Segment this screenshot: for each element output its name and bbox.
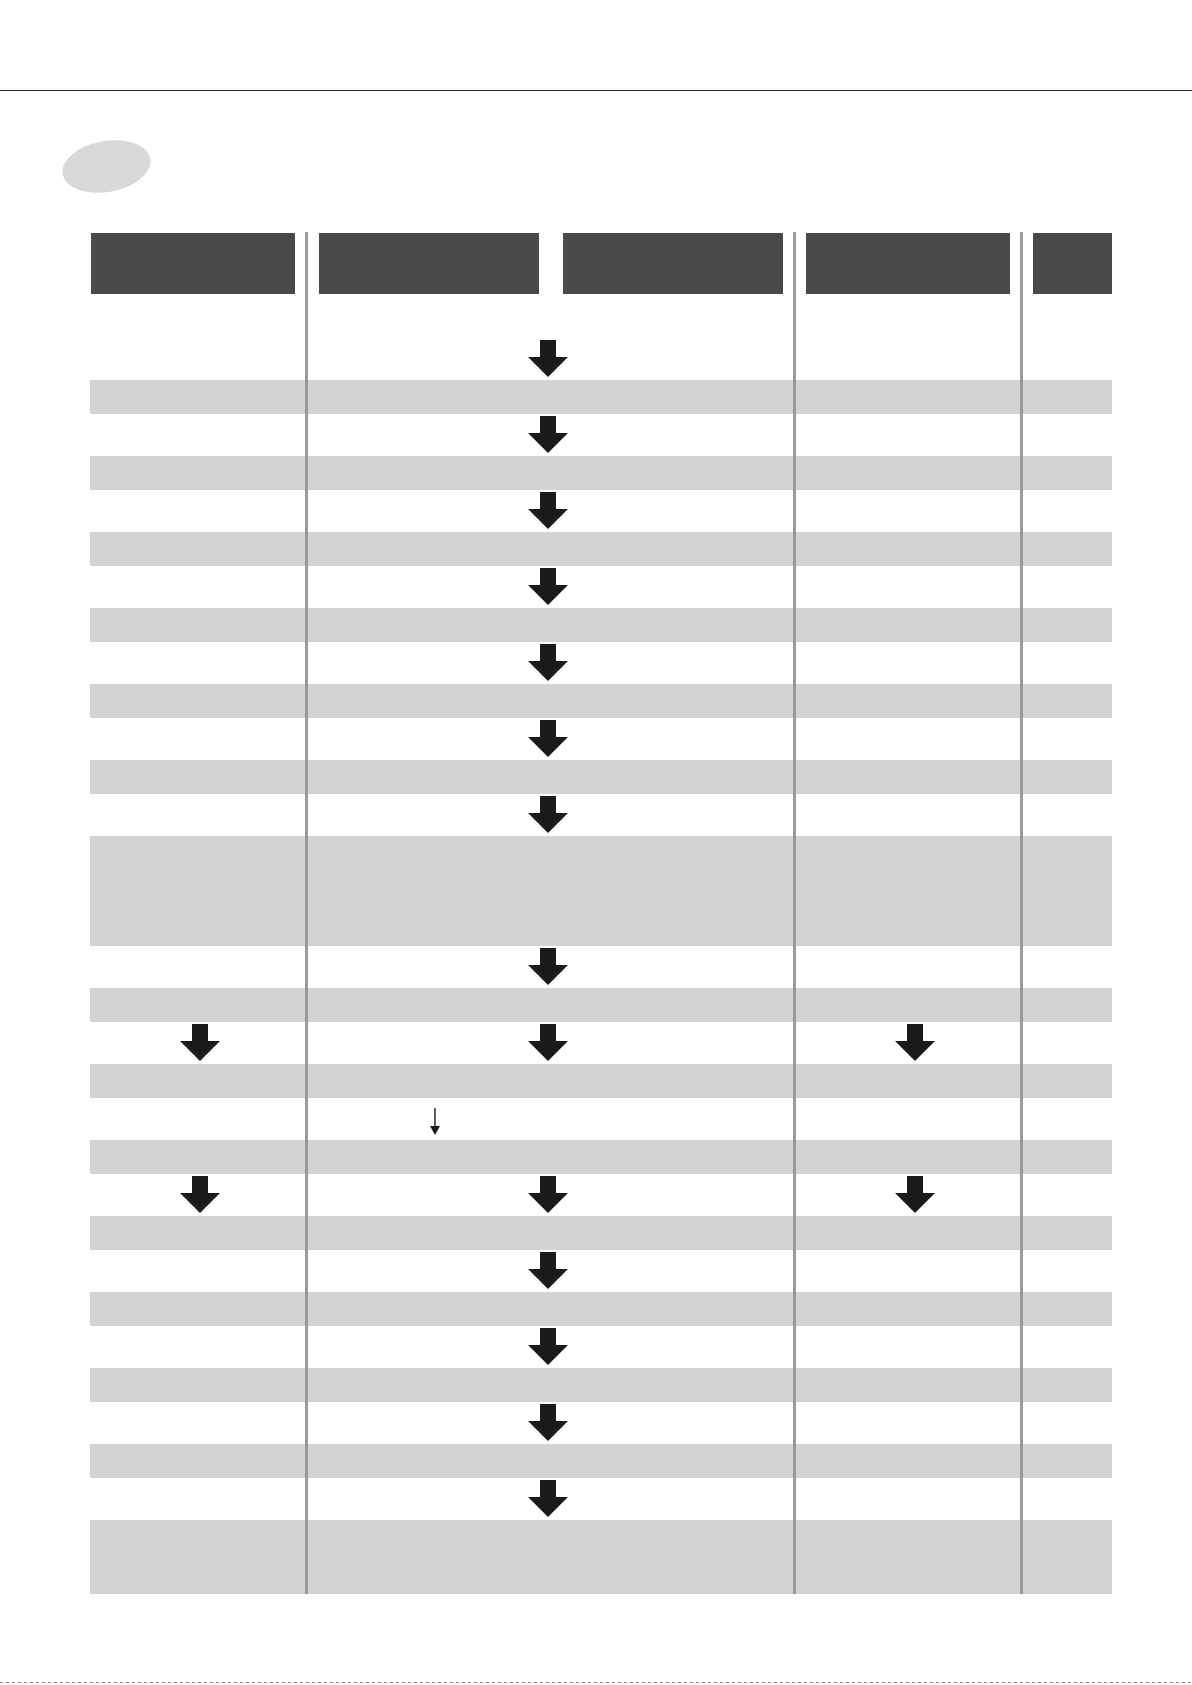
down-arrow-icon <box>528 1252 568 1289</box>
row-band <box>90 608 1112 642</box>
down-arrow-icon <box>528 1404 568 1441</box>
down-arrow-icon <box>895 1024 935 1061</box>
down-arrow-icon <box>528 1328 568 1365</box>
down-arrow-icon <box>528 340 568 377</box>
down-arrow-icon <box>528 492 568 529</box>
down-arrow-icon <box>180 1024 220 1061</box>
column-divider <box>793 232 796 1594</box>
down-arrow-icon <box>180 1176 220 1213</box>
top-rule <box>0 90 1192 91</box>
down-arrow-icon <box>895 1176 935 1213</box>
column-header-2 <box>319 233 539 294</box>
down-arrow-icon <box>528 568 568 605</box>
down-arrow-icon <box>528 720 568 757</box>
column-divider <box>1020 232 1023 1594</box>
row-band <box>90 760 1112 794</box>
down-arrow-icon <box>528 1024 568 1061</box>
row-band <box>90 532 1112 566</box>
column-header-5 <box>1033 233 1112 294</box>
down-arrow-icon <box>528 644 568 681</box>
row-band <box>90 1444 1112 1478</box>
down-arrow-icon <box>528 1176 568 1213</box>
row-band-final <box>90 1520 1112 1594</box>
row-band <box>90 1292 1112 1326</box>
row-band <box>90 456 1112 490</box>
row-band <box>90 1216 1112 1250</box>
section-badge <box>58 134 155 200</box>
row-band <box>90 380 1112 414</box>
column-header-3 <box>563 233 783 294</box>
row-band <box>90 1064 1112 1098</box>
row-band <box>90 1140 1112 1174</box>
row-band <box>90 1368 1112 1402</box>
thin-down-arrow-icon <box>429 1108 441 1136</box>
column-header-4 <box>806 233 1010 294</box>
down-arrow-icon <box>528 416 568 453</box>
bottom-dotted-rule <box>0 1682 1192 1683</box>
down-arrow-icon <box>528 796 568 833</box>
column-header-1 <box>91 233 295 294</box>
row-band-tall <box>90 836 1112 946</box>
row-band <box>90 684 1112 718</box>
row-band <box>90 988 1112 1022</box>
down-arrow-icon <box>528 948 568 985</box>
column-divider <box>305 232 308 1594</box>
down-arrow-icon <box>528 1480 568 1517</box>
